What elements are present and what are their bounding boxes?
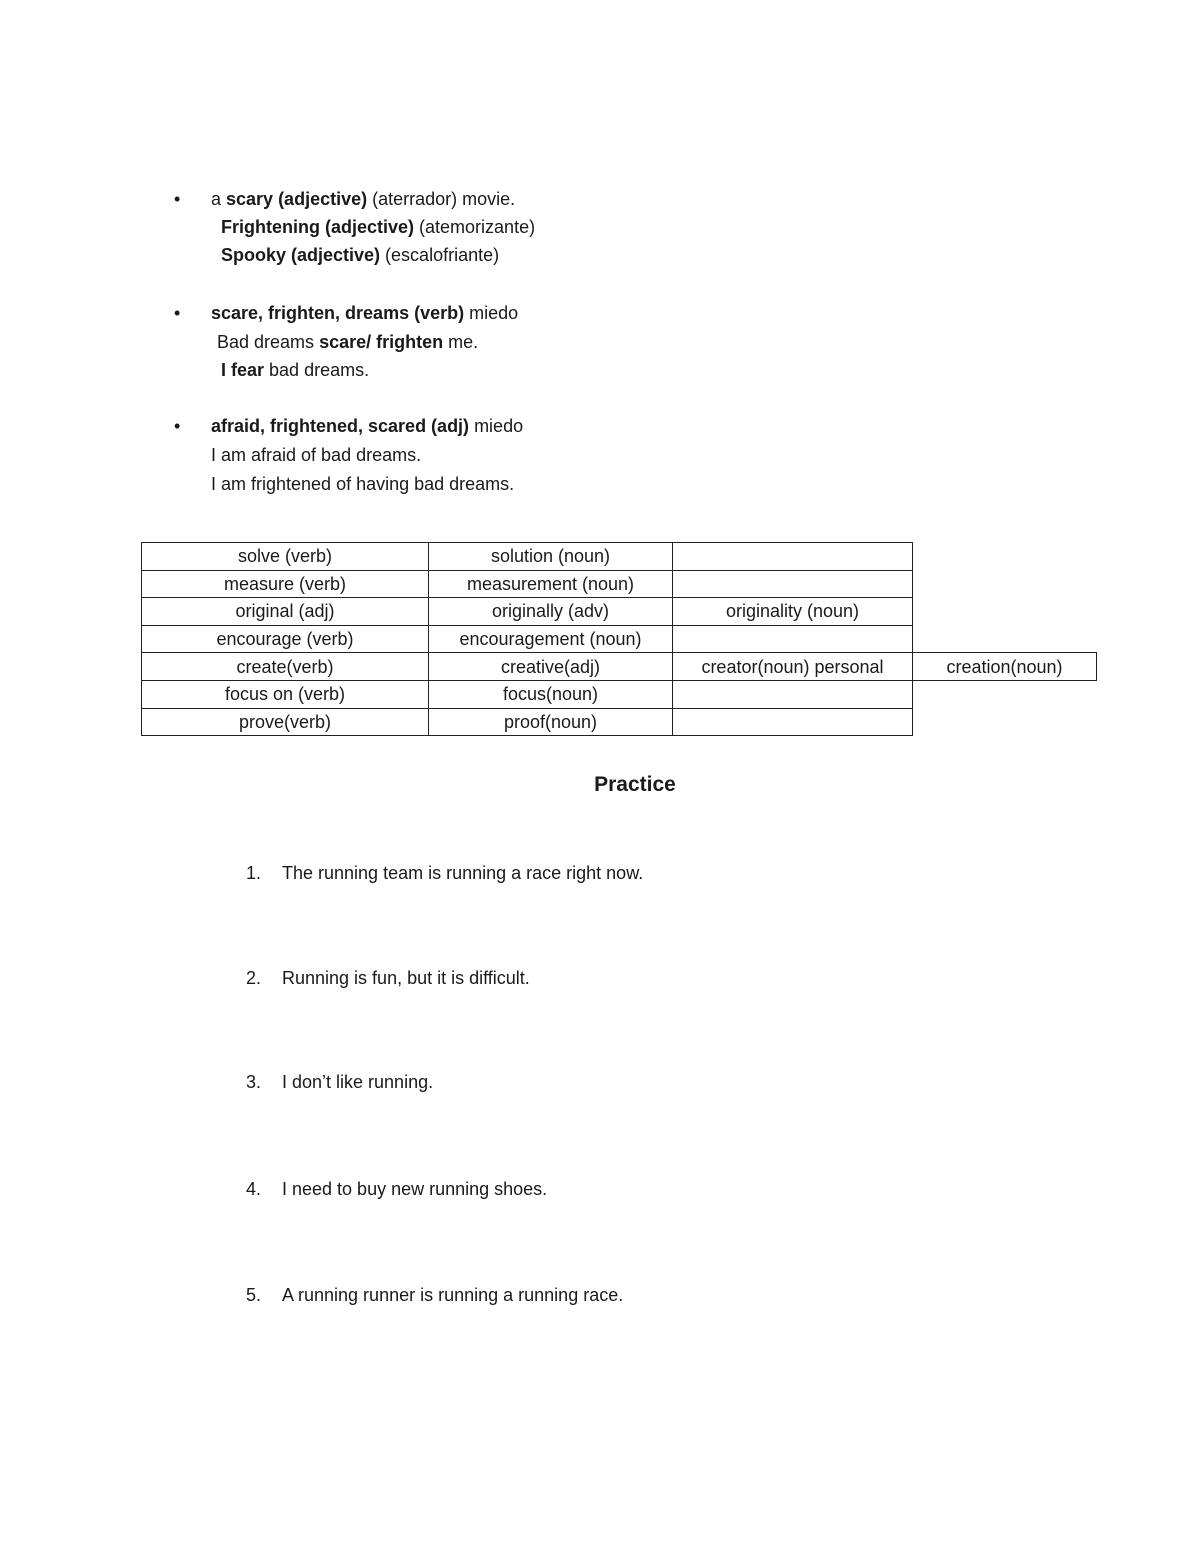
table-cell: originally (adv) [429, 598, 673, 626]
text: me. [443, 332, 479, 352]
table-cell [673, 625, 913, 653]
table-cell: creation(noun) [913, 653, 1097, 681]
table-row [142, 625, 1097, 653]
table-cell [913, 680, 1097, 708]
table-cell [913, 598, 1097, 626]
text: (atemorizante) [414, 217, 536, 237]
table-cell: solve (verb) [142, 543, 429, 571]
vocab-line: I am frightened of having bad dreams. [211, 474, 515, 494]
bold-term: afraid, frightened, scared (adj) [211, 416, 470, 436]
table-row [142, 680, 1097, 708]
vocab-line [221, 359, 369, 381]
bold-term: I fear [221, 360, 265, 380]
table-cell: encourage (verb) [142, 625, 429, 653]
text: miedo [469, 416, 524, 436]
text: (aterrador) movie. [367, 189, 516, 209]
table-row [142, 543, 1097, 571]
table-cell [673, 680, 913, 708]
list-item: The running team is running a race right now. [282, 863, 644, 883]
table-cell: solution (noun) [429, 543, 673, 571]
table-cell [673, 708, 913, 736]
bold-term: scare/ frighten [319, 332, 444, 352]
table-cell [673, 570, 913, 598]
word-forms-table [141, 542, 1097, 736]
table-cell: prove(verb) [142, 708, 429, 736]
vocab-line: I am afraid of bad dreams. [211, 445, 422, 465]
vocab-line [211, 188, 515, 210]
table-cell: focus(noun) [429, 680, 673, 708]
table-row [142, 708, 1097, 736]
table-cell [913, 570, 1097, 598]
table-row [142, 598, 1097, 626]
list-number: 2. [246, 968, 262, 988]
table-cell: creator(noun) personal [673, 653, 913, 681]
bullet-icon: • [174, 189, 181, 209]
table-cell: creative(adj) [429, 653, 673, 681]
table-cell: original (adj) [142, 598, 429, 626]
text: a [211, 189, 227, 209]
vocab-line [211, 415, 523, 437]
vocab-line [211, 302, 518, 324]
list-number: 5. [246, 1285, 262, 1305]
bullet-icon: • [174, 416, 181, 436]
bold-term: Frightening (adjective) [221, 217, 415, 237]
table-row [142, 653, 1097, 681]
practice-title: Practice [594, 773, 676, 796]
bold-term: scary (adjective) [226, 189, 368, 209]
text: bad dreams. [264, 360, 370, 380]
table-cell: encouragement (noun) [429, 625, 673, 653]
list-item: A running runner is running a running race. [282, 1285, 624, 1305]
list-number: 3. [246, 1072, 262, 1092]
vocab-line [221, 216, 535, 238]
table-cell [673, 543, 913, 571]
text: miedo [464, 303, 519, 323]
table-cell: measurement (noun) [429, 570, 673, 598]
list-item: I don’t like running. [282, 1072, 434, 1092]
table-cell: create(verb) [142, 653, 429, 681]
table-row [142, 570, 1097, 598]
bullet-icon: • [174, 303, 181, 323]
bold-term: scare, frighten, dreams (verb) [211, 303, 465, 323]
list-number: 4. [246, 1179, 262, 1199]
table-cell [913, 708, 1097, 736]
list-item: Running is fun, but it is difficult. [282, 968, 530, 988]
text: Bad dreams [217, 332, 320, 352]
text: (escalofriante) [380, 245, 500, 265]
table-cell: proof(noun) [429, 708, 673, 736]
bold-term: Spooky (adjective) [221, 245, 381, 265]
table-cell [913, 543, 1097, 571]
table-cell: measure (verb) [142, 570, 429, 598]
table-cell [913, 625, 1097, 653]
vocab-line [221, 244, 499, 266]
table-cell: originality (noun) [673, 598, 913, 626]
vocab-line [217, 331, 478, 353]
table-cell: focus on (verb) [142, 680, 429, 708]
list-item: I need to buy new running shoes. [282, 1179, 548, 1199]
list-number: 1. [246, 863, 262, 883]
